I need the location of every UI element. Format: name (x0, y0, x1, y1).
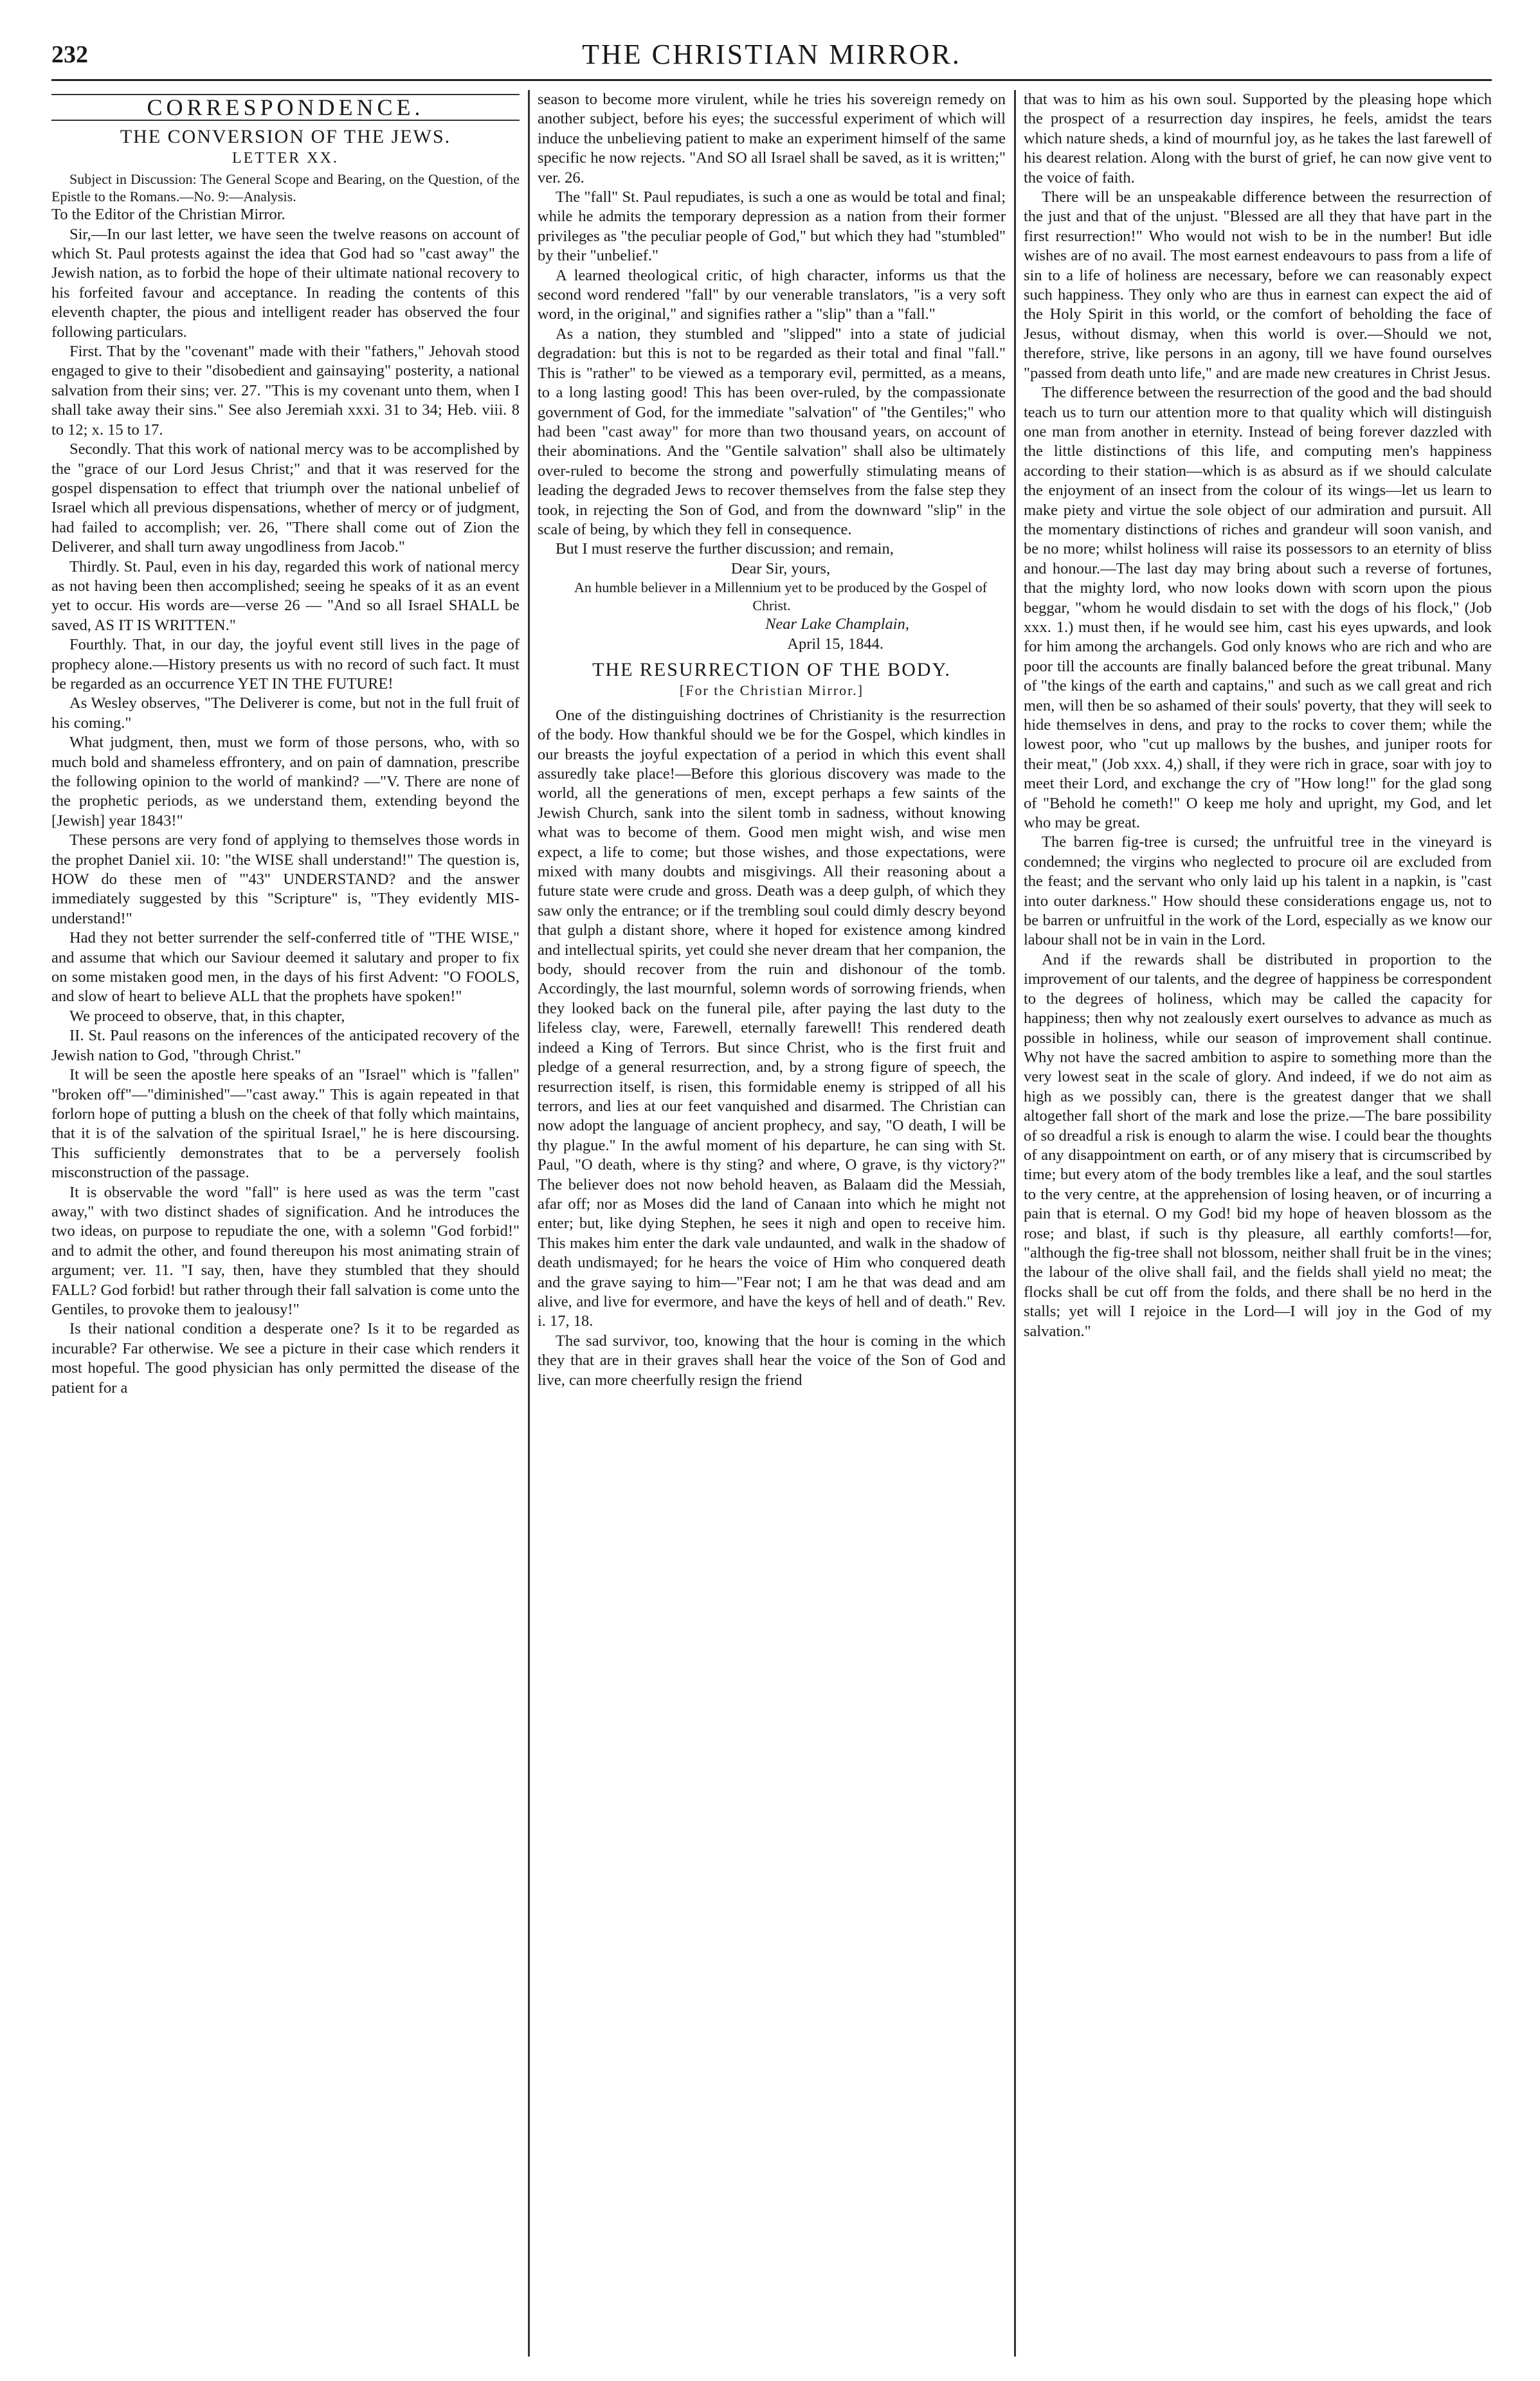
paragraph: that was to him as his own soul. Supported by the pleasing hope which the prospect of a resurrection day inspires, he feels, amidst the tears which nature sheds, a kind of mournful joy, as he takes the last farewell of his dearest relation. Along with the burst of grief, he can now give vent to the voice of faith. (1024, 91, 1492, 186)
column-2 (538, 90, 1006, 2357)
paragraph: Is their national condition a desperate one? Is it to be regarded as incurable? Far otherwise. We see a picture in their case which renders it most hopeful. The good physician has only permitted the disease of the patient for a (51, 1320, 520, 1397)
paragraph: It is observable the word "fall" is here used as was the term "cast away," with two distinct shades of signification. And he introduces the two ideas, on purpose to repudiate the one, with a solemn "God forbid!" and to admit the other, and found thereupon his most animating strain of argument; ver. 11. "I say, then, have they stumbled that they should FALL? God forbid! but rather through their fall salvation is come unto the Gentiles, to provoke them to jealousy!" (51, 1183, 520, 1318)
signature-place: Near Lake Champlain, (765, 615, 909, 633)
paragraph: Thirdly. St. Paul, even in his day, regarded this work of national mercy as not having been then accomplished; seeing he speaks of it as an event yet to occur. His words are—verse 26 — "And so all Israel SHALL be saved, AS IT IS WRITTEN." (51, 557, 520, 634)
page-number: 232 (51, 41, 88, 68)
paragraph: And if the rewards shall be distributed in proportion to the improvement of our talents, and the degree of happiness be correspondent to the degrees of holiness, which may be called the capacity for happiness; then why not zealously exert ourselves to advance as much as possible in holiness, while our season of improvement shall continue. Why not have the sacred ambition to aspire to something more than the very lowest seat in the scale of glory. And indeed, if we do not aim as high as we possibly can, there is the greatest danger that we shall altogether fall short of the mark and lose the prize.—The bare possibility of so dreadful a risk is enough to alarm the wise. I could bear the thoughts of any disappointment on earth, or of any misery that is circumscribed by time; but every atom of the body trembles like a leaf, and the soul startles to the very centre, at the apprehension of losing heaven, or of incurring a pain that is eternal. O my God! bid my hope of heaven blossom as the rose; and blast, if such is thy pleasure, all earthly comforts!—for, "although the fig-tree shall not blossom, neither shall fruit be in the vines; the labour of the olive shall fail, and the fields shall yield no meat; the flocks shall be cut off from the folds, and there shall be no herd in the stalls; yet will I rejoice in the Lord—I will joy in the God of my salvation." (1024, 950, 1492, 1340)
article-byline: [For the Christian Mirror.] (679, 682, 864, 699)
paragraph: The barren fig-tree is cursed; the unfruitful tree in the vineyard is condemned; the virgins who neglected to procure oil are excluded from the feast; and the servant who only laid up his talent in a napkin, is "cast into outer darkness." How should these considerations engage us, not to be barren or unfruitful in the work of the Lord, especially as we know our labour shall not be in vain in the Lord. (1024, 833, 1492, 949)
salutation: Dear Sir, yours, (730, 559, 831, 577)
paragraph: Fourthly. That, in our day, the joyful event still lives in the page of prophecy alone.—History presents us with no record of such fact. It must be regarded as an occurrence YET IN THE FUTURE! (51, 636, 520, 693)
paragraph: II. St. Paul reasons on the inferences of the anticipated recovery of the Jewish nation to God, "through Christ." (51, 1027, 520, 1064)
paragraph: First. That by the "covenant" made with their "fathers," Jehovah stood engaged to give to their "disobedient and gainsaying" posterity, a national salvation from their sins; ver. 27. "This is my covenant unto them, when I shall take away their sins." See also Jeremiah xxxi. 31 to 34; Heb. viii. 8 to 12; x. 15 to 17. (51, 343, 520, 439)
paragraph: Had they not better surrender the self-conferred title of "THE WISE," and assume that which our Saviour deemed it salutary and proper to fix on some mistaken good men, in the days of his first Advent: "O FOOLS, and slow of heart to believe ALL that the prophets have spoken!" (51, 929, 520, 1006)
paragraph: What judgment, then, must we form of those persons, who, with so much bold and shameless effrontery, and on pain of damnation, prescribe the following opinion to the world of mankind? —"V. There are none of the prophetic periods, as we understand them, extending beyond the [Jewish] year 1843!" (51, 734, 520, 829)
paragraph: It will be seen the apostle here speaks of an "Israel" which is "fallen" "broken off"—"diminished"—"cast away." This is again repeated in that forlorn hope of putting a blush on the cheek of that folly which maintains, that it is of the salvation of the spiritual Israel," he is here discoursing. This sufficiently demonstrates that to be a perversely foolish misconstruction of the passage. (51, 1066, 520, 1182)
paragraph: But I must reserve the further discussion; and remain, (556, 540, 894, 558)
paragraph: The "fall" St. Paul repudiates, is such a one as would be total and final; while he admits the temporary depression as a nation from their former privileges as "the peculiar people of God," but which they had "stumbled" by their "unbelief." (538, 188, 1006, 265)
paragraph: One of the distinguishing doctrines of Christianity is the resurrection of the body. How thankful should we be for the Gospel, which kindles in our breasts the joyful expectation of a period in which this event shall assuredly take place!—Before this glorious discovery was made to the world, all the generations of men, except perhaps a few saints of the Jewish Church, sank into the silent tomb in sadness, without knowing what was to become of them. Good men might wish, and wise men expect, a life to come; but those wishes, and those expectations, were mixed with many doubts and misgivings. All their reasoning about a future state were crude and gross. Death was a deep gulph, of which they saw only the entrance; or if the trembling soul could dimly descry beyond that gulph a distant shore, where it hoped for existence among kindred and intellectual spirits, yet could she never dream that her companion, the body, should recover from the ruin and dishonour of the tomb. Accordingly, the last mournful, solemn words of sorrowing friends, when they looked back on the funeral pile, after paying the last duty to the lifeless clay, were, Farewell, eternally farewell! This rendered death indeed a King of Terrors. But since Christ, who is the first fruit and pledge of a general resurrection, and, by a strong figure of speech, the resurrection itself, is risen, this formidable enemy is stripped of all his terrors, and lies at our feet vanquished and disarmed. The Christian can now adopt the language of ancient prophecy, and say, "O death, I will be thy plague." In the awful moment of his departure, he can sing with St. Paul, "O death, where is thy sting? and where, O grave, is thy victory?" The believer does not now behold heaven, as Balaam did the Messiah, afar off; nor as Moses did the land of Canaan into which he might not enter; but, like dying Stephen, he sees it nigh and open to receive him. This makes him enter the dark vale undaunted, and walk in the shadow of death undismayed; for he hears the voice of Him who conquered death and the grave saying to him—"Fear not; I am he that was dead and am alive, and live for evermore, and have the keys of hell and of death." Rev. i. 17, 18. (538, 706, 1006, 1330)
paragraph: As a nation, they stumbled and "slipped" into a state of judicial degradation: but this is not to be regarded as their total and final "fall." This is "rather" to be viewed as a temporary evil, permitted, as a means, to a long lasting good! This has been over-ruled, by the compassionate government of God, for the immediate "salvation" of "the Gentiles;" who had been "cast away" for more than two thousand years, on account of their abominations. And the "Gentile salvation" shall also be ultimately over-ruled to become the strong and powerfully stimulating means of leading the degraded Jews to recover themselves from the false step they took, in rejecting the Son of God, and from the downward "slip" in the scale of being, by which they fell in consequence. (538, 325, 1006, 538)
letter-number: LETTER XX. (232, 149, 339, 167)
paragraph: season to become more virulent, while he tries his sovereign remedy on another subject, before his eyes; the successful experiment of which will induce the unbelieving patient to make an experiment himself of the same specific he now rejects. "And SO all Israel shall be saved, as it is written;" ver. 26. (538, 91, 1006, 186)
paragraph: We proceed to observe, that, in this chapter, (69, 1007, 345, 1025)
column-rule (528, 90, 530, 2357)
signature: An humble believer in a Millennium yet to be produced by the Gospel of Christ. (574, 579, 988, 614)
article-title: THE CONVERSION OF THE JEWS. (120, 126, 451, 148)
newspaper-page (51, 29, 1492, 2357)
paragraph: Secondly. That this work of national mercy was to be accomplished by the "grace of our Lord Jesus Christ;" and that it was reserved for the gospel dispensation to effect that triumph over the national unbelief of Israel which all previous dispensations, whether of mercy or of judgment, had failed to accomplish; ver. 26, "There shall come out of Zion the Deliverer, and shall turn away ungodliness from Jacob." (51, 440, 520, 556)
running-title: THE CHRISTIAN MIRROR. (582, 39, 961, 70)
column-3 (1024, 90, 1492, 2357)
column-rule (1014, 90, 1016, 2357)
letter-address: To the Editor of the Christian Mirror. (51, 206, 285, 224)
section-title: CORRESPONDENCE. (51, 94, 520, 121)
paragraph: A learned theological critic, of high character, informs us that the second word rendered "fall" by our venerable translators, "is a very soft word, in the original," and signifies rather a "slip" than a "fall." (538, 266, 1006, 323)
column-1 (51, 90, 520, 2357)
paragraph: The difference between the resurrection of the good and the bad should teach us to turn our attention more to that quality which will distinguish one man from another in eternity. Instead of being forever dazzled with the little distinctions of this life, and computing men's happiness according to their station—which is as absurd as if we should calculate the enjoyment of an insect from the colour of its wings—let us learn to make piety and virtue the sole object of our admiration and pursuit. All the momentary distinctions of riches and grandeur will soon vanish, and be no more; whilst holiness will raise its possessors to an eternity of bliss and honour.—The last day may bring about such a reverse of fortunes, that the mighty lord, who now looks down with scorn upon the pious beggar, "whom he would disdain to set with the dogs of his flock," (Job xxx. 1.) must then, if he would see him, cast his eyes upwards, and look for him among the archangels. God only knows who are rich and who are poor till the accounts are finally balanced before the great tribunal. Many of "the kings of the earth and captains," and such as we call great and rich men, will then be so ashamed of their souls' poverty, that they will seek to hide themselves in dens, and pray to the rocks to cover them; while the lowest poor, who "cut up mallows by the bushes, and juniper roots for their meat," (Job xxx. 4,) shall, if they were rich in grace, soar with joy to meet their Lord, and exchange the cry of "How long!" for the glad song of "Behold he cometh!" O keep me holy and upright, my God, and let who may be great. (1024, 384, 1492, 832)
signature-date: April 15, 1844. (787, 635, 883, 653)
paragraph: These persons are very fond of applying to themselves those words in the prophet Daniel xii. 10: "the WISE shall understand!" The question is, HOW do these men of "'43" UNDERSTAND? and the answer immediately suggested by this "Scripture" is, "They evidently MIS-understand!" (51, 831, 520, 927)
article-title: THE RESURRECTION OF THE BODY. (592, 658, 951, 680)
masthead (51, 29, 1492, 81)
letter-subject: Subject in Discussion: The General Scope and Bearing, on the Question, of the Epistle to the Romans.—No. 9:—Analysis. (51, 171, 520, 205)
paragraph: As Wesley observes, "The Deliverer is come, but not in the full fruit of his coming." (51, 694, 520, 732)
paragraph: Sir,—In our last letter, we have seen the twelve reasons on account of which St. Paul protests against the idea that God had so "cast away" the Jewish nation, as to forbid the hope of their ultimate national recovery to his forfeited favour and acceptance. In reading the contents of this eleventh chapter, the pious and intelligent reader has observed the four following particulars. (51, 225, 520, 341)
paragraph: There will be an unspeakable difference between the resurrection of the just and that of the unjust. "Blessed are all they that have part in the first resurrection!" Who would not wish to be in the number! But idle wishes are of no avail. The most earnest endeavours to pass from a life of sin to a life of holiness are necessary, before we can reasonably expect such happiness. They only who are thus in earnest can expect the aid of the Holy Spirit in this world, or the comfort of beholding the face of Jesus, without dismay, when this world is over.—Should we not, therefore, strive, like persons in an agony, till we have found ourselves "passed from death unto life," and are made new creatures in Christ Jesus. (1024, 188, 1492, 382)
paragraph: The sad survivor, too, knowing that the hour is coming in the which they that are in their graves shall hear the voice of the Son of God and live, can more cheerfully resign the friend (538, 1332, 1006, 1389)
columns (51, 90, 1492, 2357)
